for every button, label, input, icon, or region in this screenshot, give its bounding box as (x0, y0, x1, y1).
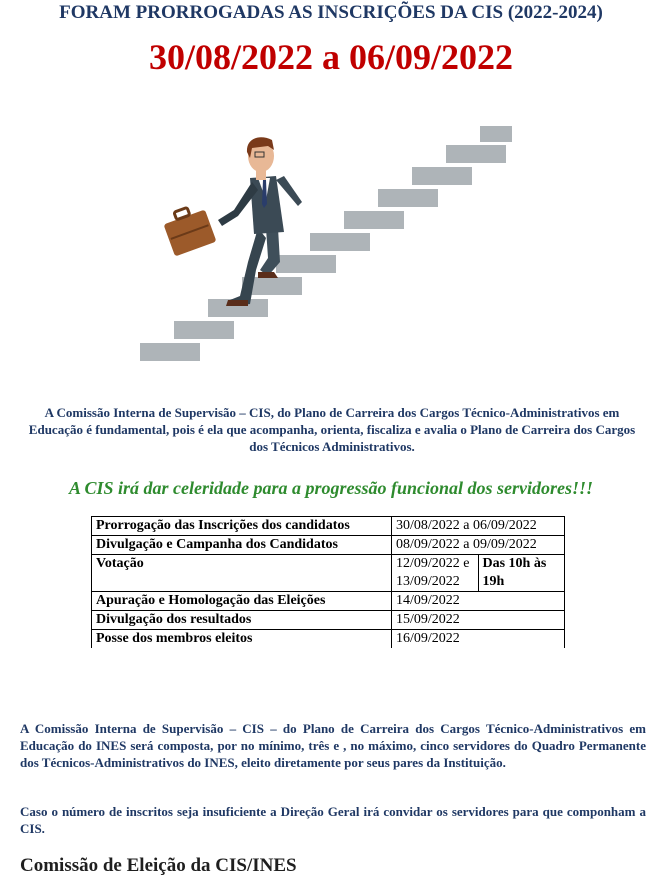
cis-intro-paragraph: A Comissão Interna de Supervisão – CIS, do Plano de Carreira dos Cargos Técnico-Administrativos em Educação é fundamental, pois é ela que acompanha, orienta, fiscaliza e avalia o Plano de Carreira dos Cargos dos Técnicos Administrativos. (28, 405, 636, 454)
voting-hours: Das 10h às 19h (478, 555, 565, 592)
stair-step-8 (378, 189, 438, 207)
businessman-climbing-stairs-illustration (138, 120, 518, 365)
schedule-label: Divulgação e Campanha dos Candidatos (92, 536, 392, 555)
stair-step-2 (174, 321, 234, 339)
table-row (92, 630, 565, 649)
stair-step-7 (344, 211, 404, 229)
table-row (92, 611, 565, 630)
back-shoe (226, 300, 248, 306)
schedule-label: Apuração e Homologação das Eleições (92, 592, 392, 611)
front-arm (276, 176, 302, 206)
election-schedule-table (91, 516, 565, 648)
schedule-date: 30/08/2022 a 06/09/2022 (392, 517, 565, 536)
stair-step-11 (480, 126, 512, 142)
stair-step-10 (446, 145, 506, 163)
stair-step-1 (140, 343, 200, 361)
cis-slogan: A CIS irá dar celeridade para a progressão funcional dos servidores!!! (68, 478, 594, 498)
schedule-label: Posse dos membros eleitos (92, 630, 392, 649)
page-headline: FORAM PRORROGADAS AS INSCRIÇÕES DA CIS (2022-2024) (59, 2, 603, 23)
table-row (92, 536, 565, 555)
schedule-label: Prorrogação das Inscrições dos candidatos (92, 517, 392, 536)
schedule-label: Votação (92, 555, 392, 592)
cis-composition-paragraph: A Comissão Interna de Supervisão – CIS – do Plano de Carreira dos Cargos Técnico-Administrativos em Educação do INES será composta, por no mínimo, três e , no máximo, cinco servidores do Quadro Permanente dos Técnicos-Administrativos do INES, eleito diretamente por seus pares da Instituição. (20, 721, 646, 770)
stair-step-9 (412, 167, 472, 185)
schedule-label: Divulgação dos resultados (92, 611, 392, 630)
registration-dates: 30/08/2022 a 06/09/2022 (148, 37, 513, 77)
briefcase-icon (164, 207, 217, 256)
schedule-date: 12/09/2022 e 13/09/2022 (392, 555, 479, 592)
schedule-date: 08/09/2022 a 09/09/2022 (392, 536, 565, 555)
table-row (92, 592, 565, 611)
schedule-date: 16/09/2022 (392, 630, 565, 649)
insufficient-candidates-paragraph: Caso o número de inscritos seja insuficiente a Direção Geral irá convidar os servidores para que componham a CIS. (20, 804, 646, 836)
stair-step-6 (310, 233, 370, 251)
table-row (92, 517, 565, 536)
election-committee-signature: Comissão de Eleição da CIS/INES (20, 855, 297, 876)
stair-step-5 (276, 255, 336, 273)
front-shoe (258, 272, 278, 278)
table-row (92, 555, 565, 592)
schedule-date: 15/09/2022 (392, 611, 565, 630)
schedule-date: 14/09/2022 (392, 592, 565, 611)
